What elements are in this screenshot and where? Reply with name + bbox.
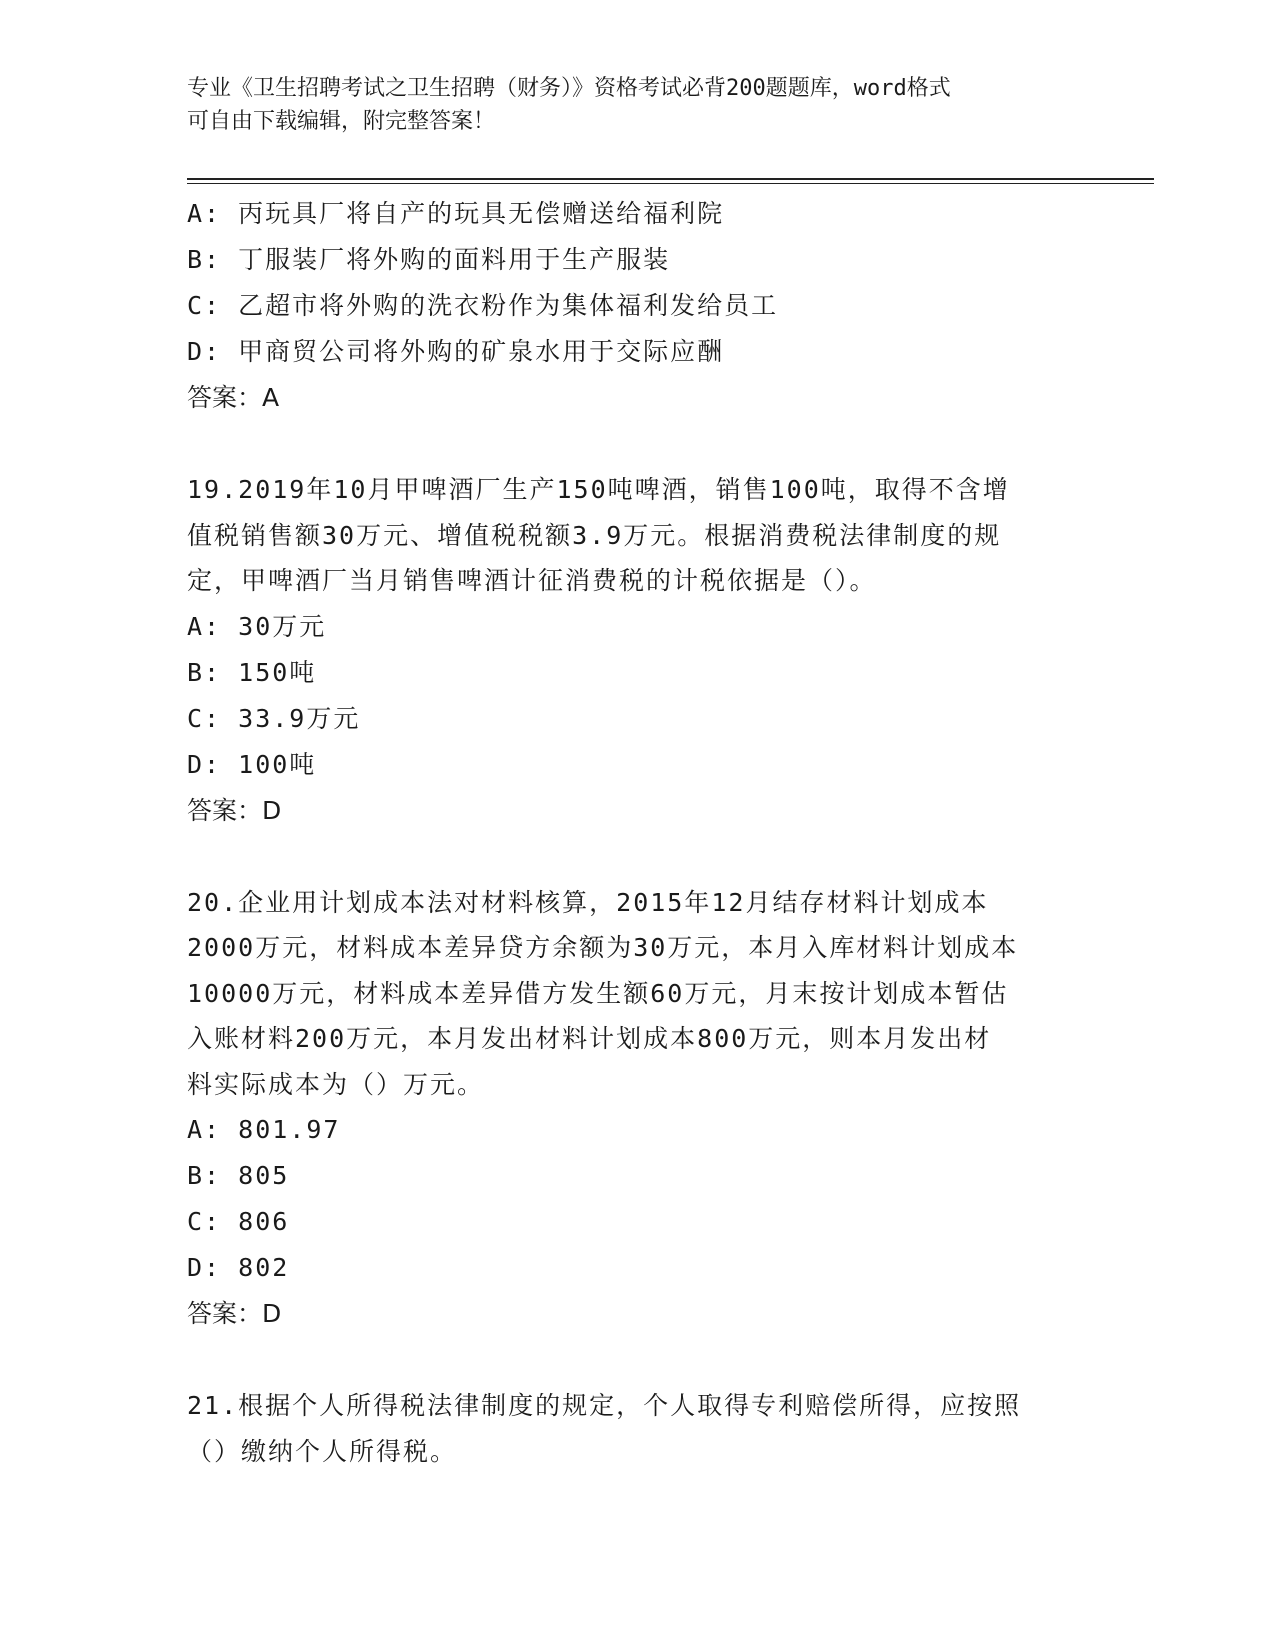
question-line: 10000万元，材料成本差异借方发生额60万元，月末按计划成本暂估 [187,978,1009,1008]
header-divider-thin [187,183,1154,184]
question-line: 值税销售额30万元、增值税税额3.9万元。根据消费税法律制度的规 [187,520,1002,550]
option-c: C: 806 [187,1207,290,1236]
answer: 答案：A [187,383,280,412]
question-line: 20.企业用计划成本法对材料核算，2015年12月结存材料计划成本 [187,887,989,917]
spacer [187,834,1087,880]
header-line-2: 可自由下载编辑，附完整答案！ [187,109,496,134]
question-21-block [187,1383,1087,1474]
option-d: D: 100吨 [187,749,317,779]
answer: 答案：D [187,795,282,825]
question-line: （）缴纳个人所得税。 [187,1436,458,1466]
question-line: 21.根据个人所得税法律制度的规定，个人取得专利赔偿所得，应按照 [187,1391,1022,1420]
question-text [187,1383,1087,1474]
question-line: 定，甲啤酒厂当月销售啤酒计征消费税的计税依据是（）。 [187,566,877,595]
option-c: C: 乙超市将外购的洗衣粉作为集体福利发给员工 [187,291,779,320]
question-line: 料实际成本为（）万元。 [187,1069,485,1099]
question-line: 2000万元，材料成本差异贷方余额为30万元，本月入库材料计划成本 [187,933,1019,962]
header-line-1: 专业《卫生招聘考试之卫生招聘（财务）》资格考试必背200题题库，word格式 [187,76,951,101]
header-divider-thick [187,178,1154,180]
option-b: B: 805 [187,1161,290,1190]
option-c: C: 33.9万元 [187,703,361,733]
question-text [187,467,1087,604]
option-a: A: 30万元 [187,611,327,641]
option-a: A: 801.97 [187,1115,341,1144]
question-line: 19.2019年10月甲啤酒厂生产150吨啤酒，销售100吨，取得不含增 [187,475,1010,504]
option-d: D: 802 [187,1253,290,1282]
question-content [187,191,1087,1474]
question-text [187,880,1087,1108]
option-d: D: 甲商贸公司将外购的矿泉水用于交际应酬 [187,337,725,366]
question-line: 入账材料200万元，本月发出材料计划成本800万元，则本月发出材 [187,1024,992,1053]
document-header [187,72,1087,138]
previous-question-block [187,191,1087,421]
spacer [187,421,1087,467]
answer: 答案：D [187,1299,282,1328]
option-a: A: 丙玩具厂将自产的玩具无偿赠送给福利院 [187,199,725,228]
option-b: B: 150吨 [187,657,317,687]
question-20-block [187,880,1087,1338]
question-19-block [187,467,1087,834]
option-b: B: 丁服装厂将外购的面料用于生产服装 [187,245,671,274]
spacer [187,1337,1087,1383]
